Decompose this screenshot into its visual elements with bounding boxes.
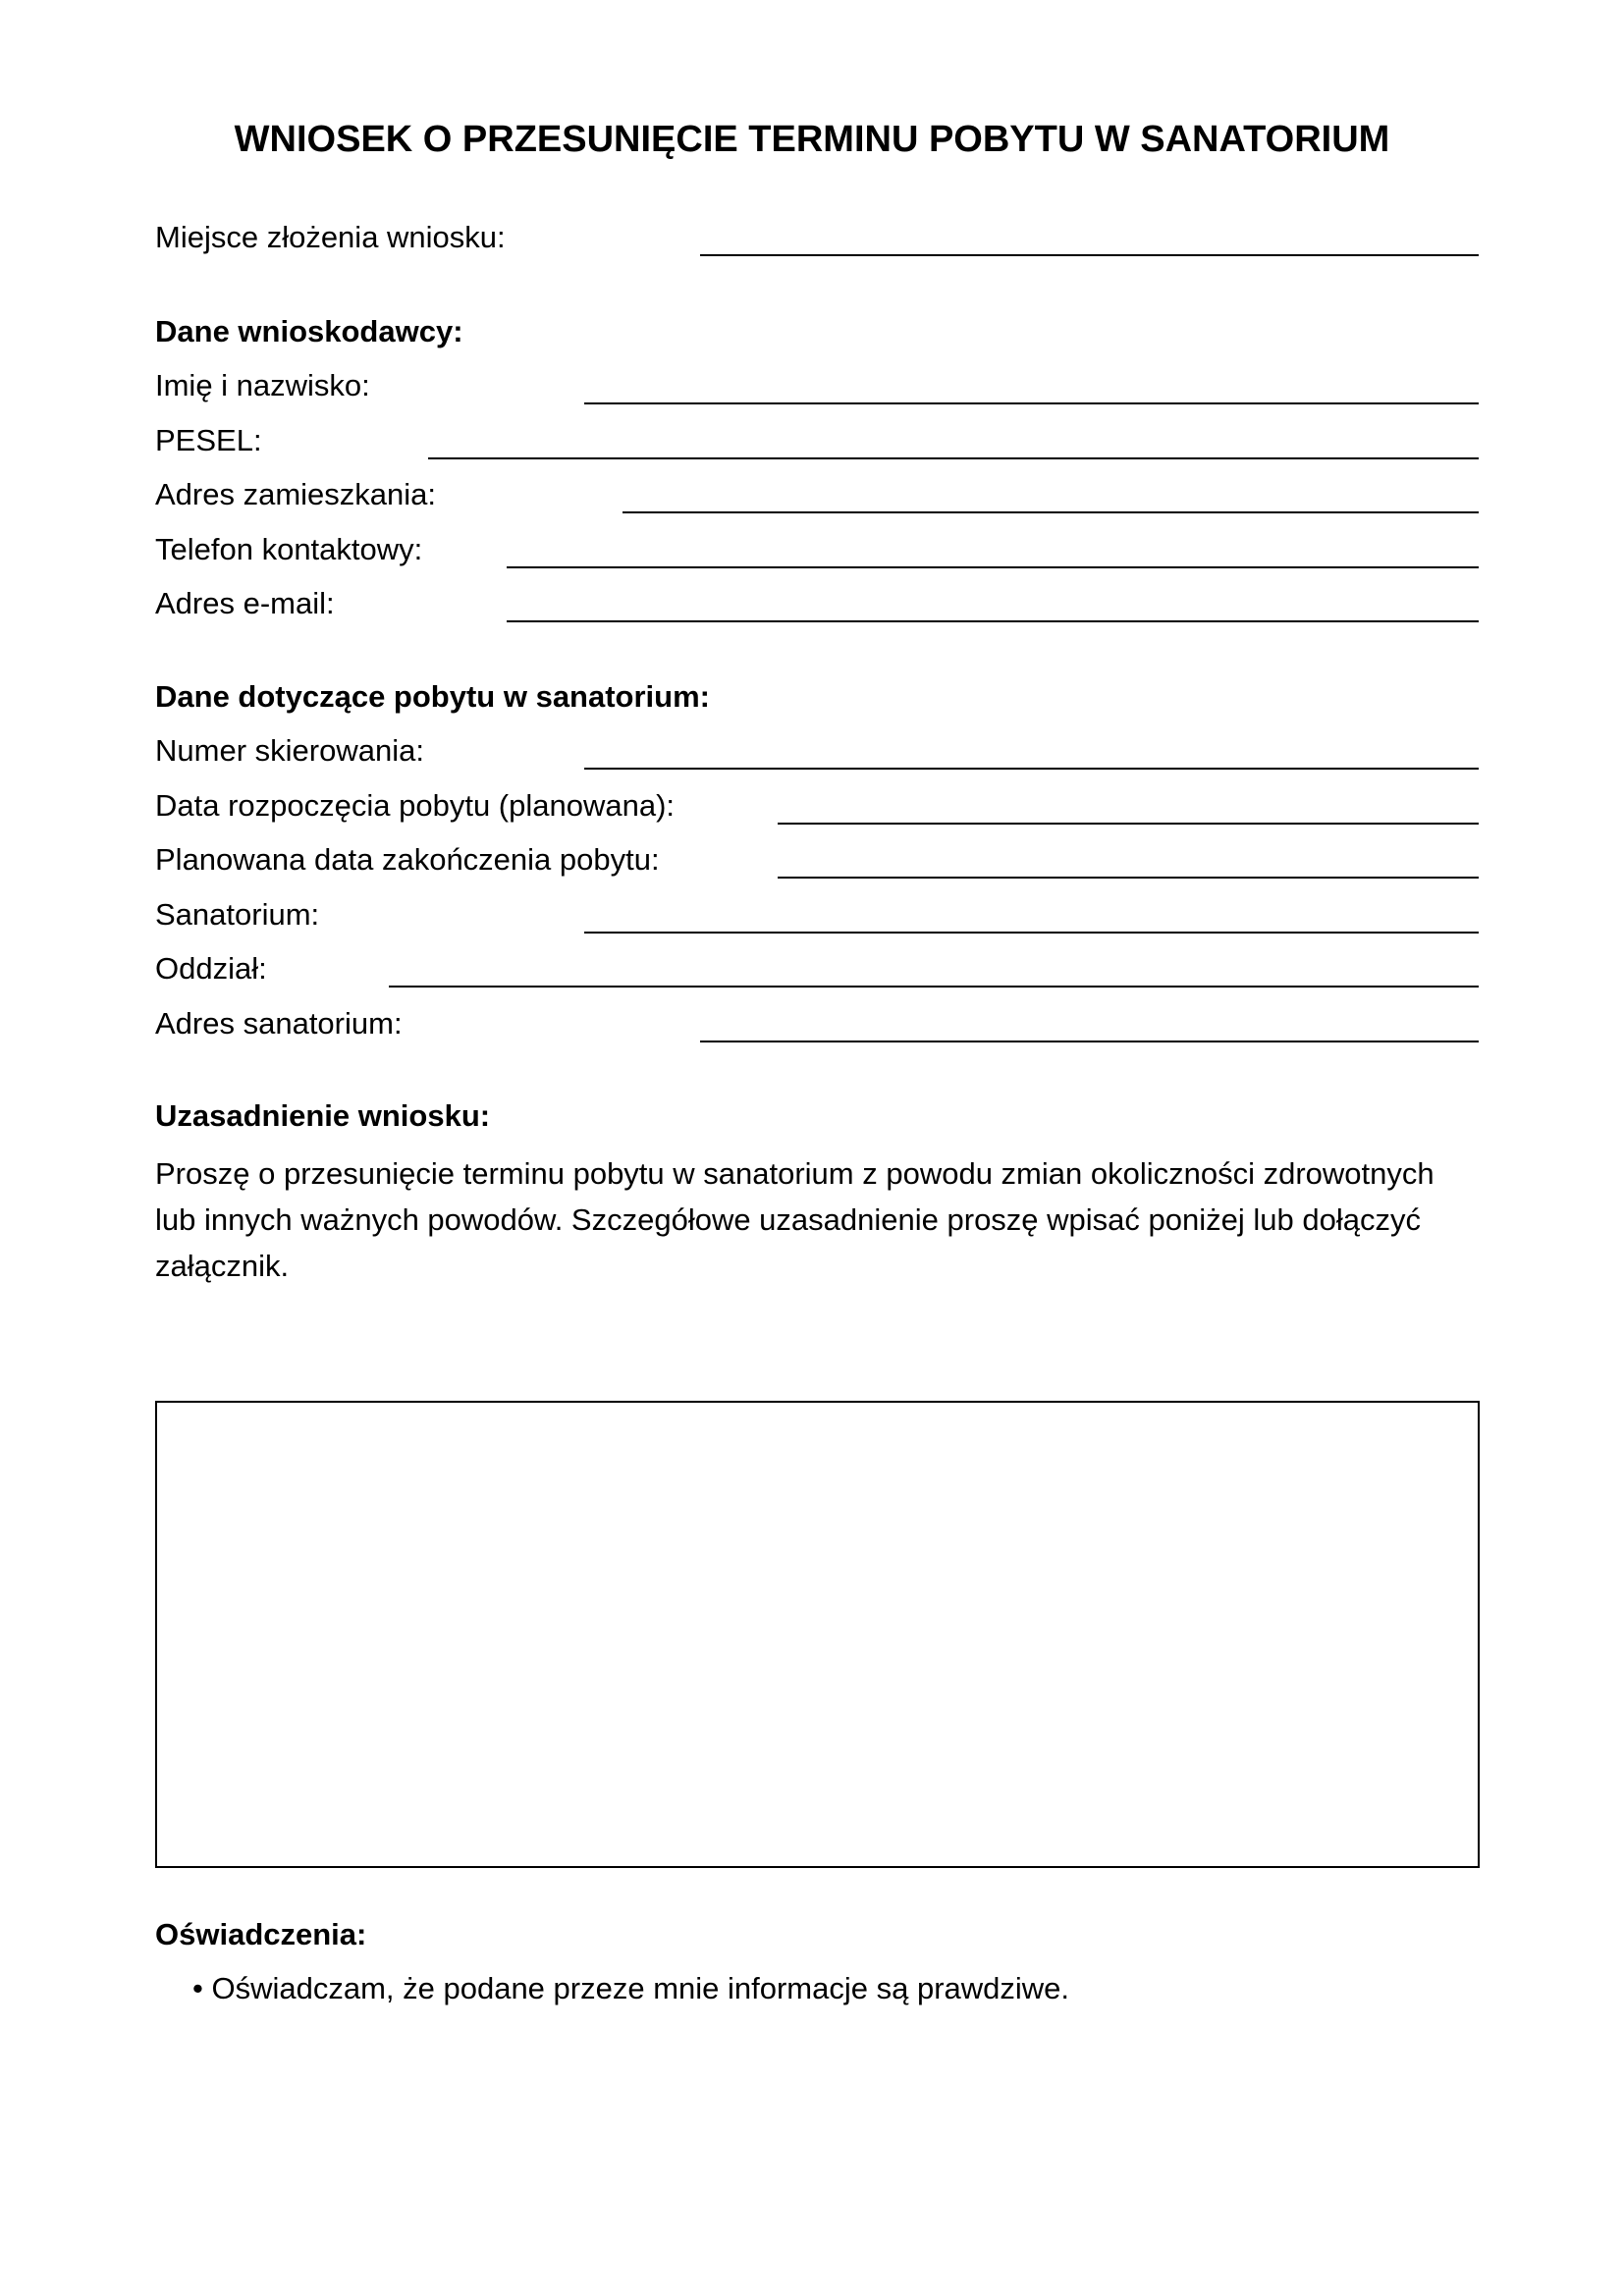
start-date-input-line[interactable]: [778, 823, 1479, 825]
end-date-field: [155, 840, 1479, 880]
address-input-line[interactable]: [623, 511, 1479, 513]
applicant-heading: Dane wnioskodawcy:: [155, 314, 463, 348]
place-input-line[interactable]: [700, 254, 1479, 256]
pesel-input-line[interactable]: [428, 457, 1479, 459]
ward-label: Oddział:: [155, 951, 267, 986]
referral-number-input-line[interactable]: [584, 768, 1479, 770]
pesel-field: [155, 421, 1479, 460]
sanatorium-address-input-line[interactable]: [700, 1041, 1479, 1042]
ward-field: [155, 949, 1479, 988]
name-field: [155, 366, 1479, 405]
sanatorium-address-label: Adres sanatorium:: [155, 1006, 403, 1041]
email-input-line[interactable]: [507, 620, 1479, 622]
justification-textarea[interactable]: [155, 1401, 1480, 1868]
justification-heading: Uzasadnienie wniosku:: [155, 1098, 491, 1133]
referral-number-field: [155, 731, 1479, 771]
end-date-label: Planowana data zakończenia pobytu:: [155, 842, 660, 877]
email-label: Adres e-mail:: [155, 586, 335, 620]
pesel-label: PESEL:: [155, 423, 262, 457]
sanatorium-input-line[interactable]: [584, 932, 1479, 934]
phone-input-line[interactable]: [507, 566, 1479, 568]
phone-label: Telefon kontaktowy:: [155, 532, 423, 566]
document-title: WNIOSEK O PRZESUNIĘCIE TERMINU POBYTU W SANATORIUM: [234, 119, 1390, 160]
declaration-item: • Oświadczam, że podane przeze mnie informacje są prawdziwe.: [192, 1971, 1070, 2005]
referral-number-label: Numer skierowania:: [155, 733, 424, 768]
stay-heading: Dane dotyczące pobytu w sanatorium:: [155, 679, 710, 714]
place-field: [155, 218, 1479, 257]
start-date-field: [155, 786, 1479, 826]
email-field: [155, 584, 1479, 623]
sanatorium-label: Sanatorium:: [155, 897, 320, 932]
end-date-input-line[interactable]: [778, 877, 1479, 879]
address-field: [155, 475, 1479, 514]
justification-text: Proszę o przesunięcie terminu pobytu w sanatorium z powodu zmian okoliczności zdrowotnych lub innych ważnych powodów. Szczegółowe uzasadnienie proszę wpisać poniżej lub dołączyć załącznik.: [155, 1156, 1435, 1283]
name-input-line[interactable]: [584, 402, 1479, 404]
address-label: Adres zamieszkania:: [155, 477, 437, 511]
name-label: Imię i nazwisko:: [155, 368, 370, 402]
declarations-heading: Oświadczenia:: [155, 1917, 367, 1951]
sanatorium-address-field: [155, 1004, 1479, 1043]
start-date-label: Data rozpoczęcia pobytu (planowana):: [155, 788, 676, 823]
place-label: Miejsce złożenia wniosku:: [155, 220, 506, 254]
sanatorium-field: [155, 895, 1479, 934]
ward-input-line[interactable]: [389, 986, 1479, 988]
phone-field: [155, 530, 1479, 569]
